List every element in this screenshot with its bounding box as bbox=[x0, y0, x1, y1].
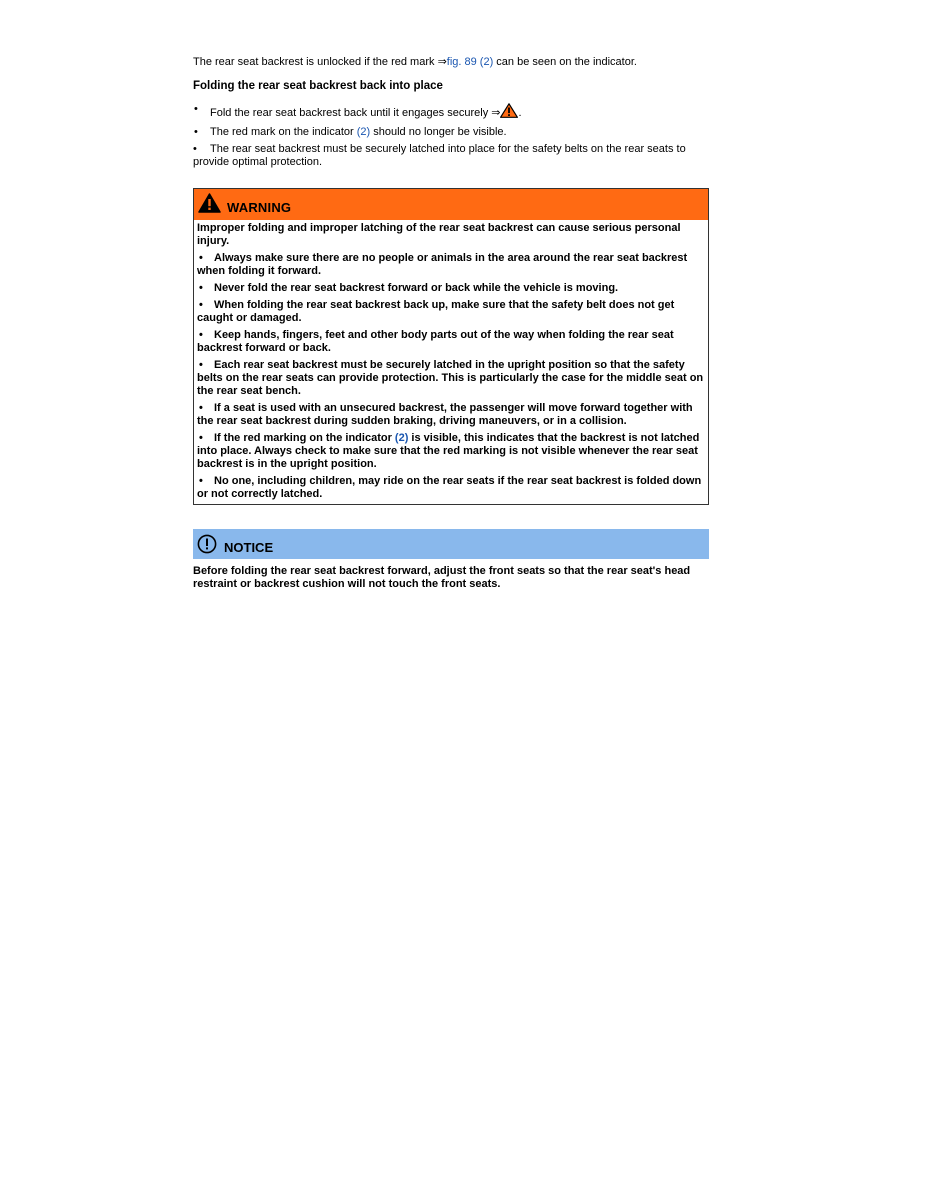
warning-item-text: Always make sure there are no people or animals in the area around the rear seat backrest when folding it forward. bbox=[197, 252, 688, 277]
figure-link[interactable]: fig. 89 (2) bbox=[446, 56, 494, 68]
intro-text: The rear seat backrest is unlocked if the red mark bbox=[193, 56, 438, 68]
warning-triangle-icon[interactable] bbox=[500, 103, 518, 122]
warning-item bbox=[197, 252, 704, 278]
warning-item bbox=[197, 402, 704, 428]
list-item-text-end: should no longer be visible. bbox=[370, 126, 507, 138]
warning-item-text: If the red marking on the indicator bbox=[214, 432, 395, 444]
warning-item-text: No one, including children, may ride on the rear seats if the rear seat backrest is folded down or not correctly latched. bbox=[197, 475, 702, 500]
warning-item-text-end: is visible, this indicates that the backrest is not latched into place. Always check to make sure that the red marking is not visible whenever the rear seat backrest is in the upright position. bbox=[197, 432, 700, 470]
bullet-icon: • bbox=[199, 475, 203, 487]
list-item bbox=[193, 143, 709, 169]
indicator-link[interactable]: (2) bbox=[356, 126, 371, 138]
notice-title: NOTICE bbox=[224, 540, 274, 555]
bullet-icon: • bbox=[194, 103, 198, 115]
bullet-icon: • bbox=[194, 126, 198, 138]
notice-text: Before folding the rear seat backrest forward, adjust the front seats so that the rear seat's head restraint or backrest cushion will not touch the front seats. bbox=[193, 565, 691, 590]
notice-exclamation-icon bbox=[197, 534, 217, 559]
list-item-text-end: . bbox=[518, 107, 522, 119]
list-item bbox=[193, 103, 709, 122]
list-item-text: The rear seat backrest must be securely latched into place for the safety belts on the rear seats to provide optimal protection. bbox=[193, 143, 686, 168]
bullet-icon: • bbox=[193, 143, 197, 155]
bullet-icon: • bbox=[199, 282, 203, 294]
intro-paragraph bbox=[193, 55, 709, 69]
bullet-icon: • bbox=[199, 329, 203, 341]
intro-text-end: can be seen on the indicator. bbox=[493, 56, 637, 68]
warning-item bbox=[197, 475, 704, 501]
warning-header bbox=[194, 189, 708, 220]
reference-arrow-icon: ⇒ bbox=[437, 56, 447, 68]
bullet-icon: • bbox=[199, 432, 203, 444]
warning-item-text: Keep hands, fingers, feet and other body parts out of the way when folding the rear seat backrest forward or back. bbox=[197, 329, 674, 354]
bullet-icon: • bbox=[199, 402, 203, 414]
notice-header bbox=[193, 529, 709, 559]
warning-body bbox=[194, 220, 708, 504]
warning-triangle-icon bbox=[198, 193, 221, 218]
warning-item-text: Each rear seat backrest must be securely latched in the upright position so that the safety belts on the rear seats can provide protection. This is particularly the case for the middle seat on the rear seat bench. bbox=[197, 359, 704, 397]
warning-item-text: Never fold the rear seat backrest forward or back while the vehicle is moving. bbox=[214, 282, 619, 294]
warning-item bbox=[197, 329, 704, 355]
bullet-icon: • bbox=[199, 252, 203, 264]
warning-item bbox=[197, 299, 704, 325]
warning-item-text: If a seat is used with an unsecured backrest, the passenger will move forward together with the rear seat backrest during sudden braking, driving maneuvers, or in a collision. bbox=[197, 402, 693, 427]
list-item-text: The red mark on the indicator bbox=[210, 126, 357, 138]
bullet-icon: • bbox=[199, 299, 203, 311]
indicator-link[interactable]: (2) bbox=[394, 432, 409, 444]
list-item bbox=[193, 126, 709, 139]
warning-item-text: When folding the rear seat backrest back up, make sure that the safety belt does not get caught or damaged. bbox=[197, 299, 675, 324]
bullet-icon: • bbox=[199, 359, 203, 371]
warning-item bbox=[197, 282, 704, 295]
list-item-text: Fold the rear seat backrest back until it engages securely bbox=[210, 107, 492, 119]
reference-arrow-icon: ⇒ bbox=[491, 107, 501, 119]
warning-item bbox=[197, 432, 704, 471]
warning-intro: Improper folding and improper latching of the rear seat backrest can cause serious personal injury. bbox=[197, 222, 681, 247]
warning-title: WARNING bbox=[227, 200, 292, 215]
section-heading: Folding the rear seat backrest back into place bbox=[193, 80, 443, 92]
warning-box bbox=[193, 188, 709, 505]
warning-item bbox=[197, 359, 704, 398]
manual-page-content bbox=[193, 55, 709, 591]
